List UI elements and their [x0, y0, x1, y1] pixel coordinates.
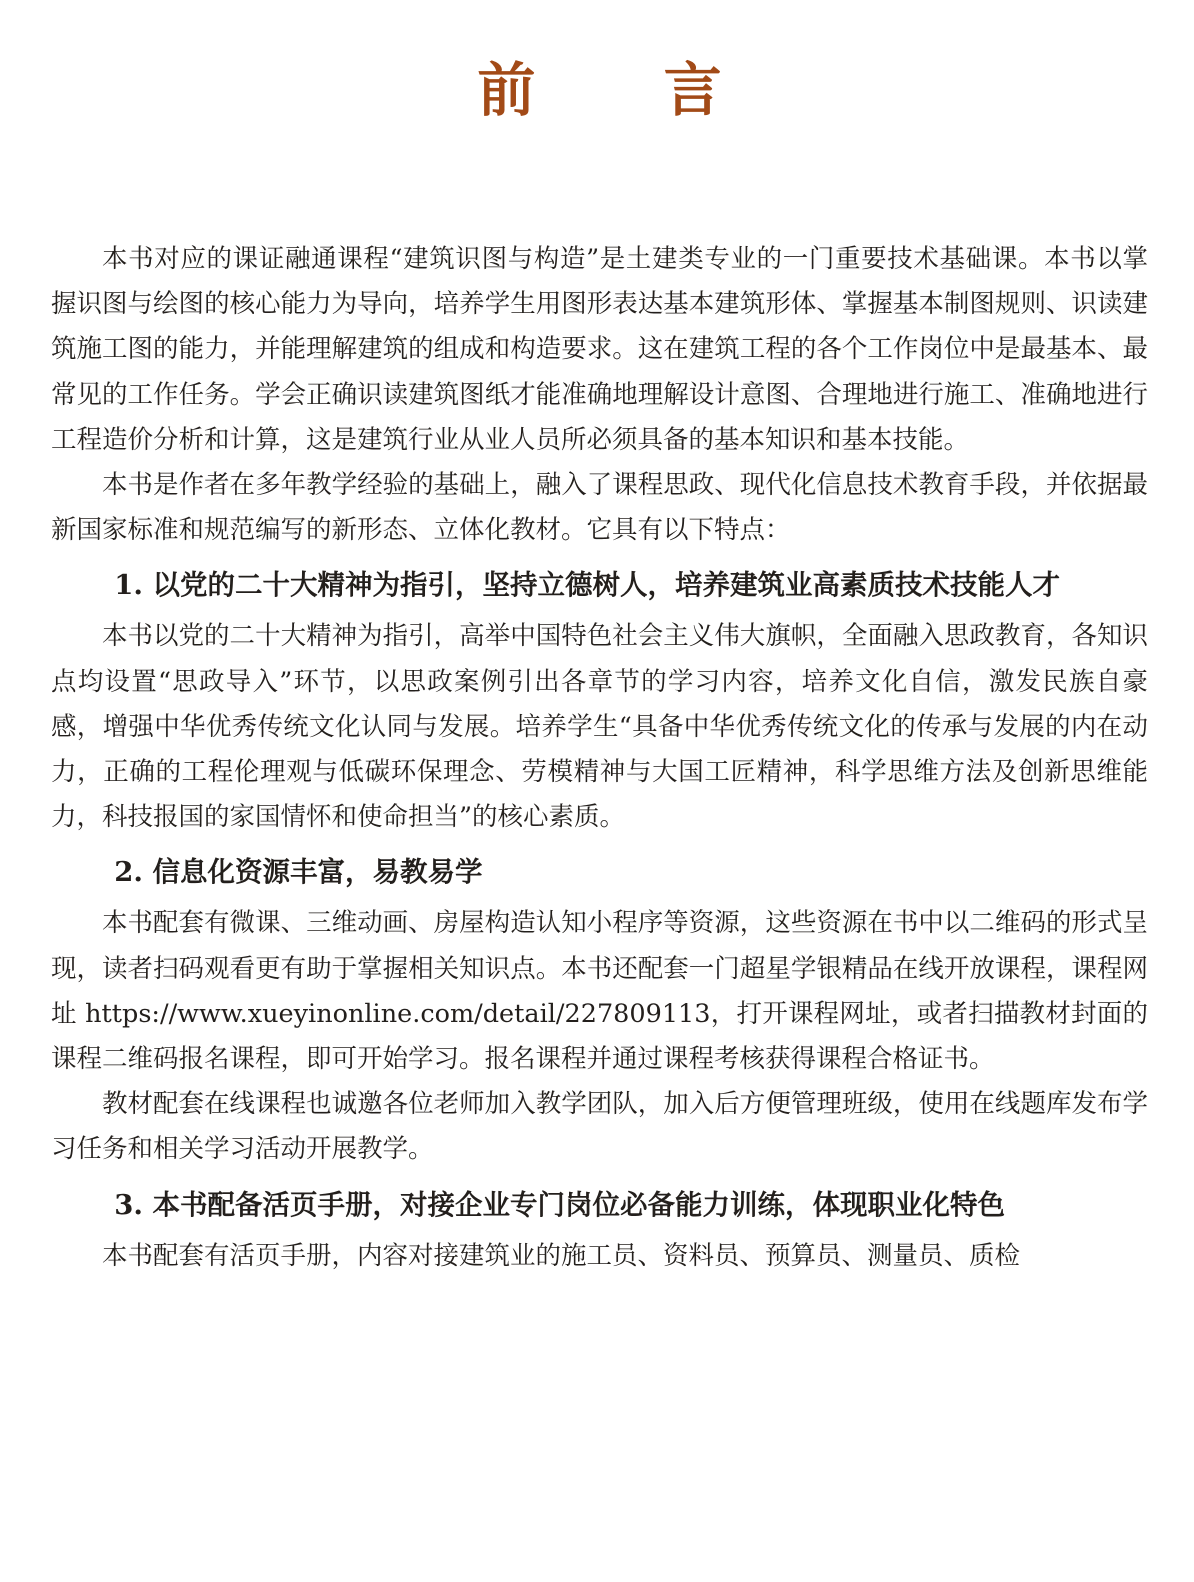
section-number: 1. [114, 569, 143, 602]
section-heading-3 [51, 1173, 1148, 1234]
section-heading-1 [51, 553, 1148, 614]
page-title: 前 言 [477, 56, 776, 124]
paragraph-book-features: 本书是作者在多年教学经验的基础上，融入了课程思政、现代化信息技术教育手段，并依据最新国家标准和规范编写的新形态、立体化教材。它具有以下特点： [51, 470, 1148, 546]
paragraph-course-intro: 本书对应的课证融通课程“建筑识图与构造”是土建类专业的一门重要技术基础课。本书以掌握识图与绘图的核心能力为导向，培养学生用图形表达基本建筑形体、掌握基本制图规则、识读建筑施工图的能力，并能理解建筑的组成和构造要求。这在建筑工程的各个工作岗位中是最基本、最常见的工作任务。学会正确识读建筑图纸才能准确地理解设计意图、合理地进行施工、准确地进行工程造价分析和计算，这是建筑行业从业人员所必须具备的基本知识和基本技能。 [51, 244, 1148, 455]
preface-page [51, 0, 1148, 1582]
section-number: 3. [114, 1188, 143, 1221]
section-heading-text: 信息化资源丰富，易教易学 [152, 856, 483, 889]
paragraph-workbook: 本书配套有活页手册，内容对接建筑业的施工员、资料员、预算员、测量员、质检 [102, 1240, 1021, 1271]
section-heading-text: 本书配备活页手册，对接企业专门岗位必备能力训练，体现职业化特色 [152, 1188, 1006, 1221]
section-heading-text: 以党的二十大精神为指引，坚持立德树人，培养建筑业高素质技术技能人才 [152, 569, 1061, 602]
paragraph-online-course: 教材配套在线课程也诚邀各位老师加入教学团队，加入后方便管理班级，使用在线题库发布学习任务和相关学习活动开展教学。 [51, 1089, 1148, 1165]
preface-content [51, 237, 1148, 1279]
paragraph-resources: 本书配套有微课、三维动画、房屋构造认知小程序等资源，这些资源在书中以二维码的形式呈现，读者扫码观看更有助于掌握相关知识点。本书还配套一门超星学银精品在线开放课程，课程网址 https://www.xueyinonline.com/detail/227809113，打开课程网址，或者扫描教材封面的课程二维码报名课程，即可开始学习。报名课程并通过课程考核获得课程合格证书。 [51, 908, 1148, 1075]
section-heading-2 [51, 840, 1148, 901]
section-number: 2. [114, 856, 143, 889]
paragraph-ideology: 本书以党的二十大精神为指引，高举中国特色社会主义伟大旗帜，全面融入思政教育，各知识点均设置“思政导入”环节，以思政案例引出各章节的学习内容，培养文化自信，激发民族自豪感，增强中华优秀传统文化认同与发展。培养学生“具备中华优秀传统文化的传承与发展的内在动力，正确的工程伦理观与低碳环保理念、劳模精神与大国工匠精神，科学思维方法及创新思维能力，科技报国的家国情怀和使命担当”的核心素质。 [51, 621, 1148, 833]
